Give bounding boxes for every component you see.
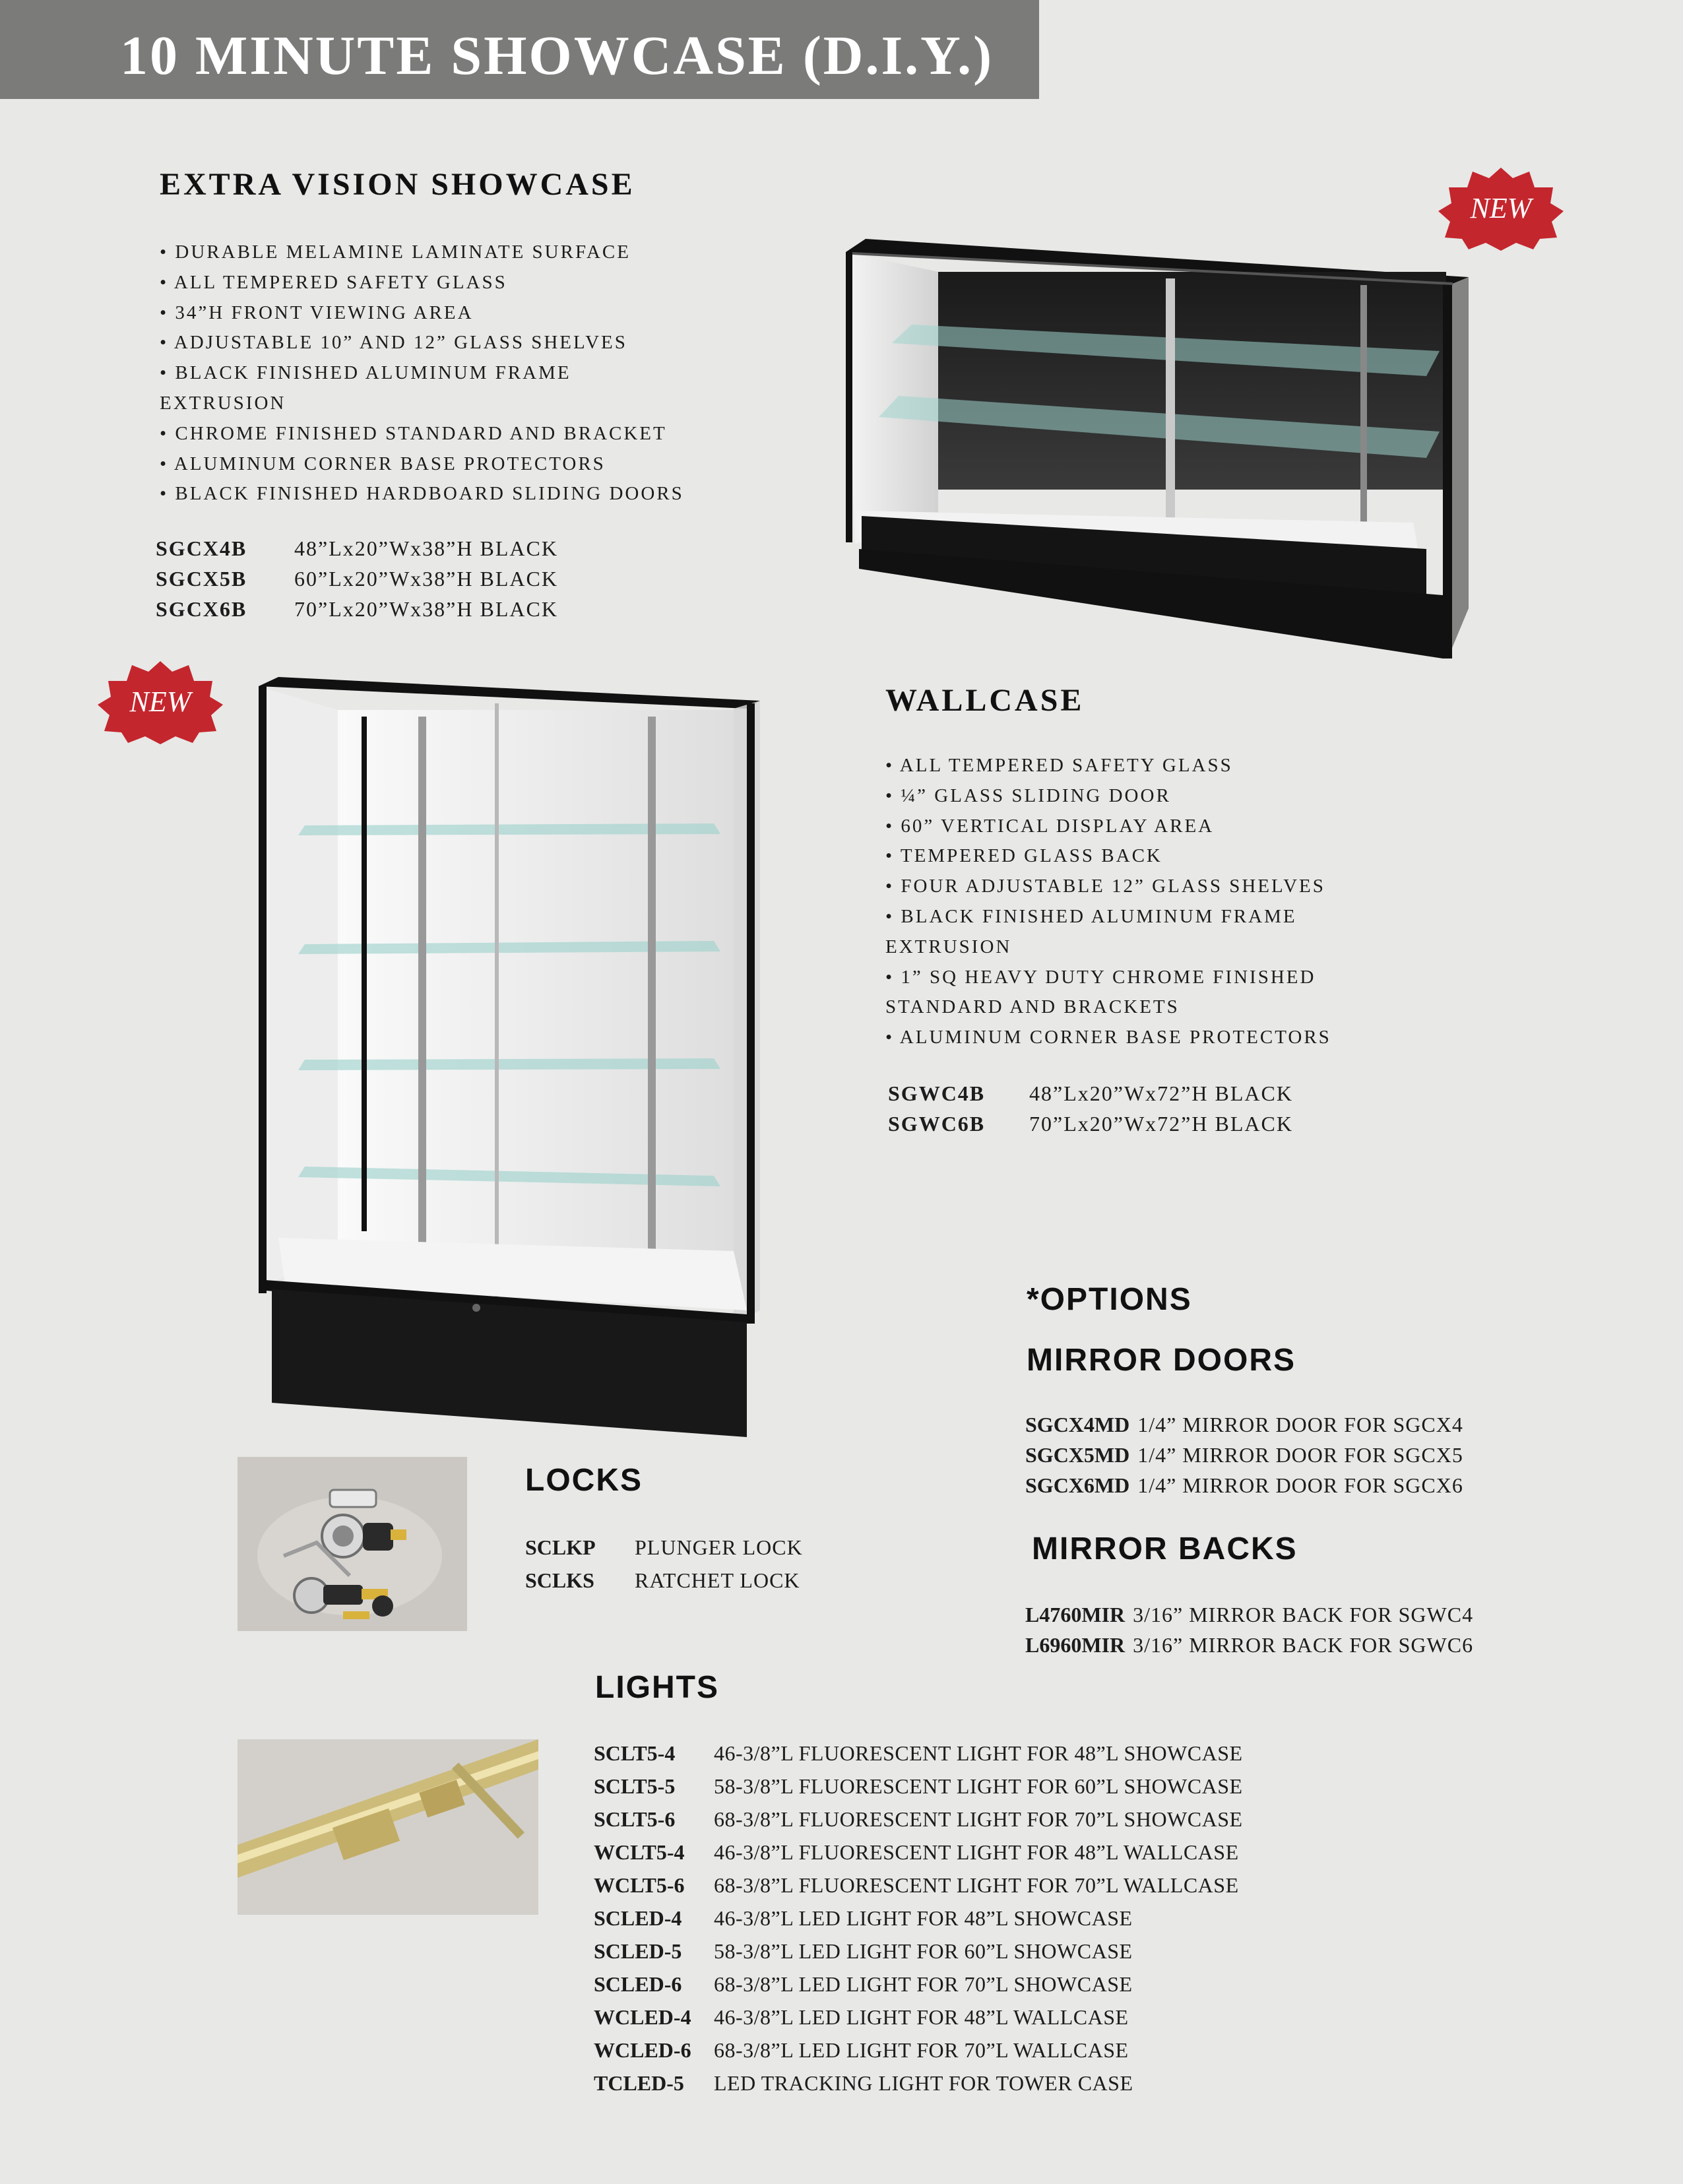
light-code: SCLED-6 bbox=[594, 1972, 682, 1996]
model-code: SGCX6B bbox=[156, 597, 247, 621]
option-desc: 1/4” MIRROR DOOR FOR SGCX4 bbox=[1137, 1413, 1463, 1436]
light-code: WCLT5-6 bbox=[594, 1873, 685, 1897]
feature-item: • CHROME FINISHED STANDARD AND BRACKET bbox=[160, 422, 667, 444]
option-row bbox=[1025, 1440, 1463, 1470]
feature-item: STANDARD AND BRACKETS bbox=[885, 996, 1180, 1018]
option-desc: 1/4” MIRROR DOOR FOR SGCX6 bbox=[1137, 1473, 1463, 1497]
feature-item: • TEMPERED GLASS BACK bbox=[885, 845, 1162, 867]
model-row bbox=[156, 594, 558, 624]
option-code: SGCX5MD bbox=[1025, 1443, 1130, 1467]
option-code: L6960MIR bbox=[1025, 1633, 1126, 1657]
locks-list bbox=[525, 1531, 803, 1597]
feature-item: • BLACK FINISHED ALUMINUM FRAME bbox=[885, 905, 1297, 927]
model-row bbox=[888, 1108, 1293, 1139]
option-desc: 3/16” MIRROR BACK FOR SGWC6 bbox=[1133, 1633, 1474, 1657]
lights-image bbox=[238, 1739, 538, 1915]
option-desc: 3/16” MIRROR BACK FOR SGWC4 bbox=[1133, 1603, 1474, 1626]
feature-item: • 1” SQ HEAVY DUTY CHROME FINISHED bbox=[885, 966, 1316, 988]
wallcase-models bbox=[888, 1078, 1293, 1139]
feature-item: • ALL TEMPERED SAFETY GLASS bbox=[160, 271, 507, 293]
lock-code: SCLKS bbox=[525, 1568, 594, 1592]
option-row bbox=[1025, 1470, 1463, 1500]
badge-label: NEW bbox=[129, 686, 191, 718]
light-desc: 58-3/8”L LED LIGHT FOR 60”L SHOWCASE bbox=[714, 1939, 1133, 1963]
light-code: WCLED-4 bbox=[594, 2005, 691, 2029]
showcase-counter-image bbox=[846, 239, 1469, 658]
option-code: SGCX6MD bbox=[1025, 1473, 1130, 1497]
model-desc: 60”Lx20”Wx38”H BLACK bbox=[294, 567, 558, 591]
option-row bbox=[1025, 1630, 1473, 1660]
lights-list bbox=[594, 1737, 1243, 2100]
light-code: SCLT5-4 bbox=[594, 1741, 676, 1765]
model-desc: 48”Lx20”Wx38”H BLACK bbox=[294, 536, 558, 560]
lock-row bbox=[525, 1531, 803, 1564]
light-row bbox=[594, 1968, 1243, 2001]
feature-item: • 60” VERTICAL DISPLAY AREA bbox=[885, 815, 1215, 837]
feature-item: EXTRUSION bbox=[160, 392, 286, 414]
light-code: SCLT5-6 bbox=[594, 1807, 676, 1831]
light-desc: 46-3/8”L FLUORESCENT LIGHT FOR 48”L SHOWCASE bbox=[714, 1741, 1243, 1765]
option-row bbox=[1025, 1599, 1473, 1630]
extra-vision-models bbox=[156, 533, 558, 624]
wallcase-features bbox=[885, 751, 1331, 1053]
wallcase-image bbox=[259, 677, 771, 1437]
model-desc: 70”Lx20”Wx72”H BLACK bbox=[1029, 1112, 1293, 1136]
light-code: TCLED-5 bbox=[594, 2071, 684, 2095]
model-desc: 48”Lx20”Wx72”H BLACK bbox=[1029, 1081, 1293, 1105]
light-code: SCLED-4 bbox=[594, 1906, 682, 1930]
new-badge bbox=[1438, 166, 1564, 251]
feature-item: • ALUMINUM CORNER BASE PROTECTORS bbox=[885, 1027, 1331, 1048]
light-row bbox=[594, 1836, 1243, 1869]
feature-item: • BLACK FINISHED HARDBOARD SLIDING DOORS bbox=[160, 483, 684, 505]
light-desc: 68-3/8”L FLUORESCENT LIGHT FOR 70”L SHOWCASE bbox=[714, 1807, 1243, 1831]
mirror-backs-heading: MIRROR BACKS bbox=[1032, 1531, 1298, 1566]
model-code: SGCX4B bbox=[156, 536, 247, 560]
model-row bbox=[156, 533, 558, 563]
new-badge bbox=[98, 660, 223, 744]
light-desc: 46-3/8”L FLUORESCENT LIGHT FOR 48”L WALLCASE bbox=[714, 1840, 1239, 1864]
lock-desc: PLUNGER LOCK bbox=[635, 1535, 803, 1559]
light-row bbox=[594, 1803, 1243, 1836]
model-desc: 70”Lx20”Wx38”H BLACK bbox=[294, 597, 558, 621]
page-title: 10 MINUTE SHOWCASE (D.I.Y.) bbox=[120, 25, 994, 86]
light-desc: 58-3/8”L FLUORESCENT LIGHT FOR 60”L SHOWCASE bbox=[714, 1774, 1243, 1798]
light-row bbox=[594, 2034, 1243, 2067]
light-code: SCLT5-5 bbox=[594, 1774, 676, 1798]
light-desc: 68-3/8”L FLUORESCENT LIGHT FOR 70”L WALLCASE bbox=[714, 1873, 1239, 1897]
option-desc: 1/4” MIRROR DOOR FOR SGCX5 bbox=[1137, 1443, 1463, 1467]
feature-item: • DURABLE MELAMINE LAMINATE SURFACE bbox=[160, 241, 631, 263]
extra-vision-features bbox=[160, 238, 684, 509]
light-row bbox=[594, 2001, 1243, 2034]
lock-row bbox=[525, 1564, 803, 1597]
wallcase-heading: WALLCASE bbox=[885, 683, 1085, 718]
feature-item: • FOUR ADJUSTABLE 12” GLASS SHELVES bbox=[885, 876, 1325, 897]
option-row bbox=[1025, 1409, 1463, 1440]
option-code: L4760MIR bbox=[1025, 1603, 1126, 1626]
feature-item: • ¼” GLASS SLIDING DOOR bbox=[885, 785, 1171, 806]
light-code: SCLED-5 bbox=[594, 1939, 682, 1963]
light-code: WCLED-6 bbox=[594, 2038, 691, 2062]
mirror-backs-list bbox=[1025, 1599, 1473, 1660]
option-code: SGCX4MD bbox=[1025, 1413, 1130, 1436]
model-code: SGWC6B bbox=[888, 1112, 986, 1136]
lock-code: SCLKP bbox=[525, 1535, 596, 1559]
light-row bbox=[594, 2067, 1243, 2100]
locks-heading: LOCKS bbox=[525, 1463, 643, 1498]
feature-item: EXTRUSION bbox=[885, 936, 1012, 957]
light-code: WCLT5-4 bbox=[594, 1840, 685, 1864]
mirror-doors-heading: MIRROR DOORS bbox=[1027, 1343, 1296, 1378]
lights-heading: LIGHTS bbox=[595, 1670, 719, 1705]
lock-desc: RATCHET LOCK bbox=[635, 1568, 800, 1592]
options-heading: *OPTIONS bbox=[1027, 1282, 1192, 1317]
feature-item: • BLACK FINISHED ALUMINUM FRAME bbox=[160, 362, 571, 384]
model-row bbox=[156, 563, 558, 594]
light-row bbox=[594, 1737, 1243, 1770]
light-desc: 68-3/8”L LED LIGHT FOR 70”L SHOWCASE bbox=[714, 1972, 1133, 1996]
feature-item: • ALL TEMPERED SAFETY GLASS bbox=[885, 755, 1233, 776]
feature-item: • ADJUSTABLE 10” AND 12” GLASS SHELVES bbox=[160, 332, 627, 354]
light-row bbox=[594, 1902, 1243, 1935]
feature-item: • ALUMINUM CORNER BASE PROTECTORS bbox=[160, 453, 606, 474]
light-row bbox=[594, 1770, 1243, 1803]
mirror-doors-list bbox=[1025, 1409, 1463, 1500]
light-row bbox=[594, 1869, 1243, 1902]
model-code: SGCX5B bbox=[156, 567, 247, 591]
locks-image bbox=[238, 1457, 467, 1631]
light-desc: 46-3/8”L LED LIGHT FOR 48”L WALLCASE bbox=[714, 2005, 1129, 2029]
model-row bbox=[888, 1078, 1293, 1108]
light-desc: 46-3/8”L LED LIGHT FOR 48”L SHOWCASE bbox=[714, 1906, 1133, 1930]
model-code: SGWC4B bbox=[888, 1081, 986, 1105]
extra-vision-heading: EXTRA VISION SHOWCASE bbox=[160, 167, 635, 202]
light-desc: LED TRACKING LIGHT FOR TOWER CASE bbox=[714, 2071, 1133, 2095]
badge-label: NEW bbox=[1470, 192, 1532, 224]
light-desc: 68-3/8”L LED LIGHT FOR 70”L WALLCASE bbox=[714, 2038, 1129, 2062]
light-row bbox=[594, 1935, 1243, 1968]
feature-item: • 34”H FRONT VIEWING AREA bbox=[160, 302, 474, 323]
